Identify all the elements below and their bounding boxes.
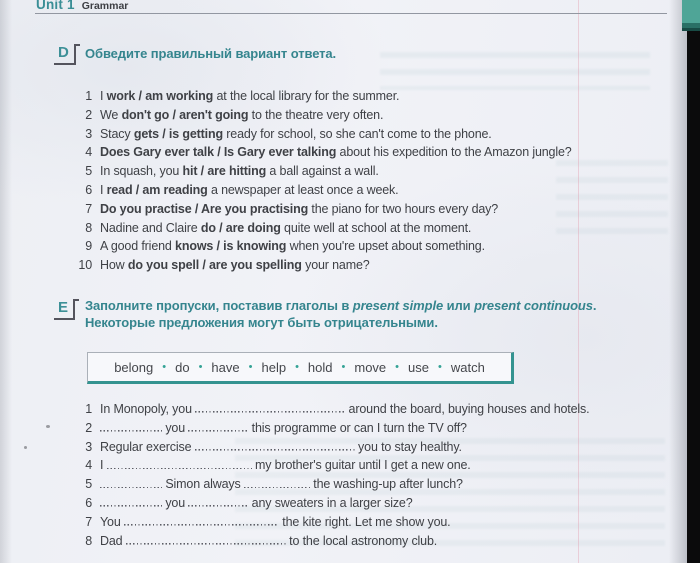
item-number: 2 [85,107,92,122]
sentence-text: Regular exercise [100,439,195,454]
item-number: 8 [85,220,92,235]
answer-choice-text[interactable]: Do you practise / Are you practising [100,201,309,216]
fill-in-blank[interactable] [126,534,286,545]
item-number: 2 [85,420,92,435]
bleedthrough-ghost [380,52,650,90]
answer-choice-text[interactable]: do you spell / are you spelling [127,258,302,273]
fill-in-blank[interactable] [188,496,248,507]
page-corner-tab [682,0,700,31]
exercise-item [76,494,667,513]
exercise-item [76,513,667,532]
word-bank-word[interactable]: have [211,359,240,375]
page-left-shadow [0,0,12,563]
sentence-text: . [592,298,597,313]
item-number: 9 [85,239,92,254]
answer-choice-text[interactable]: knows / is knowing [175,239,287,254]
word-bank-word[interactable]: belong [114,359,154,375]
item-sentence [100,106,383,125]
answer-choice-text[interactable]: gets / is getting [133,126,223,141]
exercise-e-badge [54,299,75,320]
word-bank-word[interactable]: use [408,359,429,375]
sentence-text: I [100,182,107,197]
item-number: 8 [85,533,92,548]
fill-in-blank[interactable] [107,458,252,469]
exercise-item [76,87,667,106]
exercise-item [76,256,667,275]
sentence-text: In squash, you [100,164,183,179]
item-number: 1 [85,89,92,103]
exercise-item [76,456,667,475]
exercise-e-items [76,400,667,550]
exercise-item [76,125,667,144]
item-number: 6 [85,495,92,510]
exercise-d-items [76,87,667,275]
word-bank-word[interactable]: do [175,359,190,375]
sentence-text: I [100,89,107,103]
exercise-item [76,475,667,494]
item-sentence [100,256,370,275]
item-sentence [100,475,463,494]
fill-in-blank[interactable] [124,515,279,526]
exercise-d-badge [54,44,76,65]
dust-speck [46,425,50,428]
sentence-text: you [162,495,189,510]
word-bank-word[interactable]: hold [307,359,333,375]
exercise-e-title-line [85,298,645,315]
word-bank-bullet: • [341,361,346,373]
page-header [36,0,128,14]
unit-label: Unit 1 [36,0,75,12]
exercise-item [76,237,667,256]
exercise-item [76,106,667,125]
item-number: 7 [85,514,92,529]
sentence-text: Некоторые предложения могут быть отрицательными. [85,314,438,330]
exercise-item [76,419,667,438]
sentence-text: when you're upset about something. [286,239,485,254]
exercise-e-title [85,298,645,331]
word-bank-word[interactable]: move [354,359,387,375]
item-number: 4 [85,145,92,160]
sentence-text: a ball against a wall. [266,164,379,179]
sentence-text: to the local astronomy club. [285,533,438,548]
fill-in-blank[interactable] [195,402,345,413]
item-sentence [100,125,492,144]
answer-choice-text[interactable]: hit / are hitting [182,164,267,179]
header-rule [35,13,667,14]
item-number: 10 [78,258,92,273]
word-bank-bullet: • [295,361,299,373]
word-bank-bullet: • [395,361,400,373]
item-sentence [100,181,398,200]
sentence-text: any sweaters in a larger size? [248,495,413,510]
sentence-text: the kite right. Let me show you. [278,514,451,529]
item-sentence [100,237,485,256]
sentence-text: at the local library for the summer. [213,89,400,103]
item-number: 3 [85,439,92,454]
sentence-text: you to stay healthy. [354,439,462,454]
item-sentence [100,200,498,219]
exercise-item [76,143,667,162]
sentence-text: I [100,458,107,473]
item-number: 5 [85,164,92,179]
sentence-text: this programme or can I turn the TV off? [248,420,467,435]
item-sentence [100,456,471,475]
word-bank-bullet: • [248,361,253,373]
dust-speck [24,446,27,449]
fill-in-blank[interactable] [188,421,248,432]
sentence-text: A good friend [100,239,176,254]
sentence-text: my brother's guitar until I get a new one. [251,458,471,473]
sentence-text: you [162,420,189,435]
item-sentence [100,219,471,238]
answer-choice-text[interactable]: don't go / aren't going [121,107,249,122]
fill-in-blank[interactable] [100,421,162,432]
sentence-text: How [100,258,128,273]
item-sentence [100,419,467,438]
answer-choice-text[interactable]: read / am reading [106,182,208,197]
unit-section-label: Grammar [81,0,129,12]
exercise-d-letter: D [58,44,69,61]
sentence-text: We [100,107,122,122]
sentence-text: Dad [100,533,126,548]
page-right-shadow [669,0,687,563]
sentence-text: a newspaper at least once a week. [207,182,399,197]
answer-choice-text[interactable]: do / are doing [200,220,281,235]
sentence-text: quite well at school at the moment. [280,220,472,235]
sentence-text: In Monopoly, you [100,402,196,416]
item-sentence [100,162,379,181]
item-sentence [100,143,572,162]
item-number: 6 [85,182,92,197]
sentence-text: about his expedition to the Amazon jungle? [336,145,572,160]
word-bank-bullet: • [198,361,203,373]
item-number: 7 [85,201,92,216]
fill-in-blank[interactable] [244,477,310,488]
sentence-text: present continuous [474,298,593,313]
item-sentence [100,438,462,457]
fill-in-blank[interactable] [100,496,162,507]
sentence-text: ready for school, so she can't come to the phone. [222,126,492,141]
sentence-text: Stacy [100,126,134,141]
exercise-e-title-line [85,315,645,332]
exercise-item [76,219,667,238]
answer-choice-text[interactable]: work / am working [106,89,214,103]
sentence-text: present simple [352,298,444,313]
item-number: 5 [85,477,92,492]
sentence-text: Simon always [162,477,244,492]
sentence-text: around the board, buying houses and hotels. [345,402,590,416]
word-bank-bullet: • [437,361,442,373]
item-number: 3 [85,126,92,141]
item-sentence [100,87,399,106]
word-bank-box [87,352,514,384]
exercise-item [76,438,667,457]
exercise-item [76,162,667,181]
exercise-item [76,532,667,551]
sentence-text: Nadine and Claire [100,220,201,235]
exercise-item [76,200,667,219]
answer-choice-text[interactable]: Does Gary ever talk / Is Gary ever talking [100,145,337,160]
exercise-e-letter: E [58,299,69,316]
exercise-item [76,400,667,419]
item-number: 4 [85,458,92,473]
word-bank-bullet: • [162,361,167,373]
item-sentence [100,532,437,551]
word-bank-word[interactable]: watch [450,359,485,375]
sentence-text: your name? [301,258,370,273]
item-number: 1 [85,402,92,416]
item-sentence [100,494,413,513]
item-sentence [100,400,589,419]
sentence-text: to the theatre very often. [248,107,384,122]
word-bank-word[interactable]: help [261,359,287,375]
exercise-d-title: Обведите правильный вариант ответа. [85,46,337,61]
sentence-text: the washing-up after lunch? [309,477,463,492]
sentence-text: Заполните пропуски, поставив глаголы в [85,298,353,313]
fill-in-blank[interactable] [195,440,355,451]
sentence-text: или [443,298,475,313]
sentence-text: You [100,514,124,529]
exercise-item [76,181,667,200]
item-sentence [100,513,451,532]
fill-in-blank[interactable] [100,477,162,488]
sentence-text: the piano for two hours every day? [308,201,499,216]
